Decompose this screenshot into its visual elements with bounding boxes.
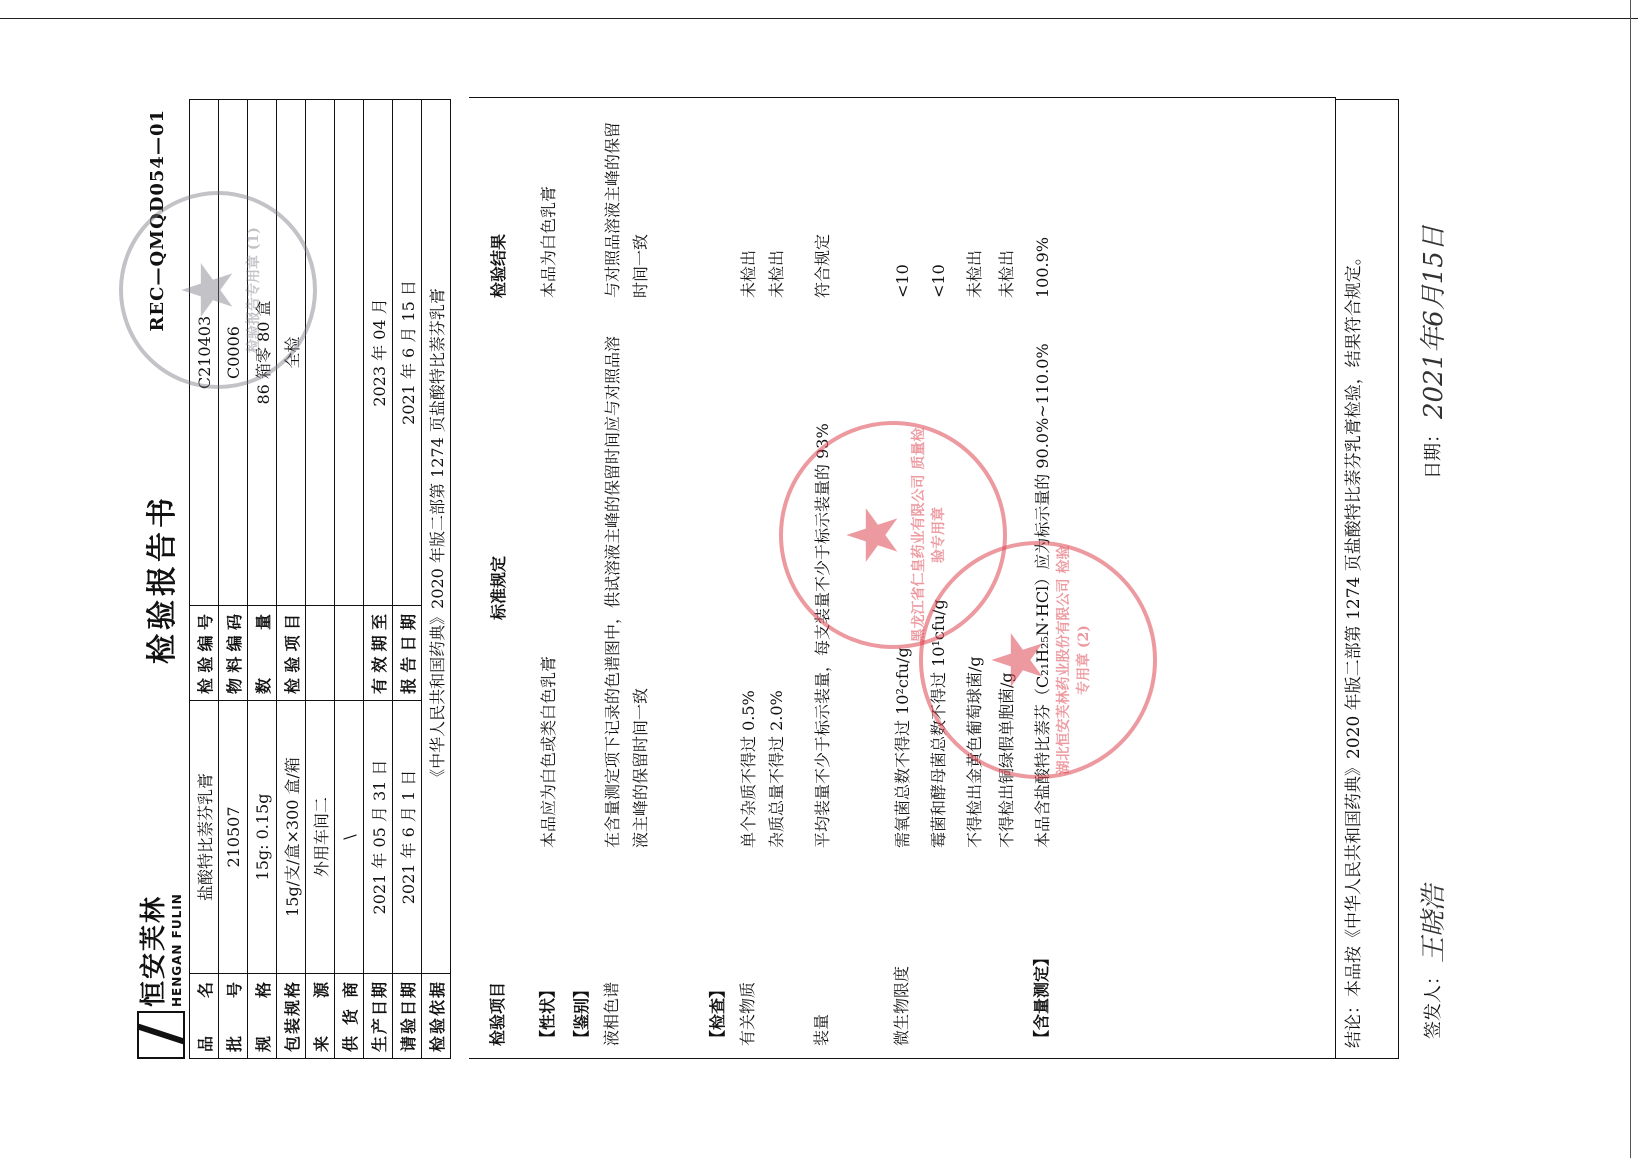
- value-items: 全检: [277, 100, 306, 606]
- value-product-name: 盐酸特比萘芬乳膏: [190, 701, 219, 974]
- report-title: 检验报告书: [145, 494, 180, 664]
- label-spec: 规格: [248, 974, 277, 1059]
- gray-seal-stamp: [119, 191, 317, 389]
- date-label: 日期：: [1423, 425, 1444, 479]
- info-row: [364, 100, 393, 1059]
- fill-standard: 平均装量不少于标示装量，每支装量不少于标示装量的 93%: [813, 423, 832, 848]
- value-valid-until: 2023 年 04 月: [364, 100, 393, 606]
- handwritten-signature: 王晓浩: [1419, 884, 1449, 963]
- value-basis: 《中华人民共和国药典》2020 年版二部第 1274 页盐酸特比萘芬乳膏: [422, 100, 451, 974]
- label-report-date: 报告日期: [393, 606, 422, 701]
- character-result: 本品为白色乳膏: [539, 185, 558, 298]
- impurity-standard-2: 杂质总量不得过 2.0%: [767, 690, 786, 848]
- label-product-name: 品名: [190, 974, 219, 1059]
- label-material-code: 物料编码: [219, 606, 248, 701]
- impurity-item: 有关物质: [738, 981, 757, 1046]
- brand-name-cn: 恒安芙林: [139, 894, 169, 1007]
- value-material-code: C0006: [219, 100, 248, 606]
- label-basis: 检验依据: [422, 974, 451, 1059]
- label-valid-until: 有效期至: [364, 606, 393, 701]
- micro-result-3: 未检出: [965, 249, 984, 298]
- fill-result: 符合规定: [813, 233, 832, 298]
- value-batch: 210507: [219, 701, 248, 974]
- section-examination: 【检查】: [708, 981, 727, 1046]
- red-seal-stamp-2: [919, 541, 1157, 779]
- impurity-standard-1: 单个杂质不得过 0.5%: [739, 690, 758, 848]
- label-source: 来源: [306, 974, 335, 1059]
- seal-star-icon: ★: [977, 628, 1059, 692]
- value-supplier: \: [335, 701, 364, 974]
- section-assay: 【含量测定】: [1032, 949, 1051, 1046]
- impurity-result-1: 未检出: [739, 249, 758, 298]
- label-production-date: 生产日期: [364, 974, 393, 1059]
- value-report-date: 2021 年 6 月 15 日: [393, 100, 422, 606]
- red-seal-2-text: 湖北恒安芙林药业股份有限公司 检验专用章 (2): [1056, 545, 1092, 775]
- inspection-report-page: [89, 79, 1549, 1079]
- micro-result-4: 未检出: [997, 249, 1016, 298]
- label-quantity: 数量: [248, 606, 277, 701]
- header-result: 检验结果: [489, 233, 508, 298]
- label-request-date: 请验日期: [393, 974, 422, 1059]
- info-row: [335, 100, 364, 1059]
- micro-standard-1: 需氧菌总数不得过 10²cfu/g: [893, 647, 912, 848]
- value-production-date: 2021 年 05 月 31 日: [364, 701, 393, 974]
- red-seal-1-text: 黑龙江省仁皇药业有限公司 质量检验专用章: [911, 427, 947, 643]
- section-identification: 【鉴别】: [572, 981, 591, 1046]
- fill-item: 装量: [812, 1013, 831, 1046]
- value-spec: 15g: 0.15g: [248, 701, 277, 974]
- hplc-item: 液相色谱: [602, 981, 621, 1046]
- character-standard: 本品应为白色或类白色乳膏: [539, 655, 558, 848]
- document-code: REC—QMQD054—01: [147, 109, 168, 332]
- label-supplier: 供货商: [335, 974, 364, 1059]
- seal-star-icon: ★: [832, 503, 914, 567]
- hplc-standard: 在含量测定项下记录的色谱图中，供试溶液主峰的保留时间应与对照品溶液主峰的保留时间一致: [603, 335, 650, 848]
- micro-result-1: <10: [893, 264, 912, 298]
- micro-result-2: <10: [929, 264, 948, 298]
- info-row: [393, 100, 422, 1059]
- micro-standard-3: 不得检出金黄色葡萄球菌/g: [965, 656, 984, 848]
- handwritten-date: 2021年6月15日: [1419, 225, 1449, 419]
- micro-item: 微生物限度: [892, 965, 911, 1046]
- gray-seal-text: 检验报告专用章 (1): [246, 227, 262, 353]
- hplc-result: 与对照品溶液主峰的保留时间一致: [603, 121, 650, 298]
- label-batch: 批号: [219, 974, 248, 1059]
- conclusion-text: 结论：本品按《中华人民共和国药典》2020 年版二部第 1274 页盐酸特比萘芬乳膏检验，结果符合规定。: [1335, 99, 1399, 1059]
- value-inspection-no: C210403: [190, 100, 219, 606]
- impurity-result-2: 未检出: [767, 249, 786, 298]
- header-standard: 标准规定: [489, 556, 508, 621]
- value-quantity: 86 箱零 80 盒: [248, 100, 277, 606]
- value-request-date: 2021 年 6 月 1 日: [393, 701, 422, 974]
- value-packaging: 15g/支/盒×300 盒/箱: [277, 701, 306, 974]
- micro-standard-4: 不得检出铜绿假单胞菌/g: [997, 672, 1016, 848]
- info-row: [306, 100, 335, 1059]
- info-row: [422, 100, 451, 1059]
- seal-star-icon: ★: [167, 258, 249, 322]
- scan-top-border: [0, 18, 1638, 19]
- header-item: 检验项目: [488, 981, 507, 1046]
- label-inspection-no: 检验编号: [190, 606, 219, 701]
- label-packaging: 包装规格: [277, 974, 306, 1059]
- assay-result: 100.9%: [1033, 236, 1052, 298]
- signer-label: 签发人：: [1423, 967, 1444, 1039]
- brand-name-en: HENGAN FULIN: [170, 893, 184, 1007]
- value-source: 外用车间二: [306, 701, 335, 974]
- assay-standard: 本品含盐酸特比萘芬（C₂₁H₂₅N·HCl）应为标示量的 90.0%~110.0%: [1033, 343, 1052, 848]
- micro-standard-2: 霉菌和酵母菌总数不得过 10¹cfu/g: [929, 599, 948, 848]
- scan-right-border: [1630, 0, 1631, 1158]
- label-items: 检验项目: [277, 606, 306, 701]
- section-character: 【性状】: [538, 981, 557, 1046]
